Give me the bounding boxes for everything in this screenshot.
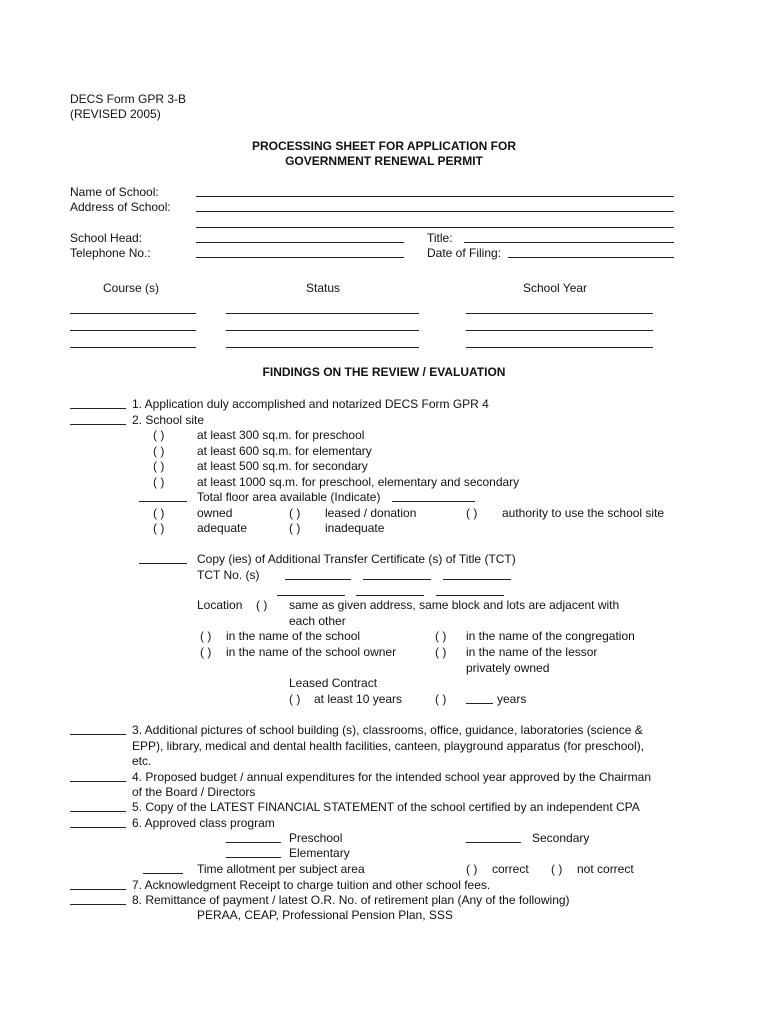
item3-check-line[interactable] bbox=[70, 734, 126, 735]
address-line-2[interactable] bbox=[196, 227, 674, 228]
not-correct-label: not correct bbox=[577, 862, 634, 876]
name-owner-checkbox[interactable]: ( ) bbox=[200, 645, 212, 659]
name-congregation-checkbox[interactable]: ( ) bbox=[435, 629, 447, 643]
owned-checkbox[interactable]: ( ) bbox=[153, 506, 165, 520]
same-address-label-2: each other bbox=[289, 614, 346, 628]
floor-area-value-line[interactable] bbox=[392, 501, 475, 502]
tct-no-line-2[interactable] bbox=[363, 579, 431, 580]
course-line-1[interactable] bbox=[70, 313, 196, 314]
telephone-line[interactable] bbox=[196, 257, 404, 258]
site-option3-label: at least 500 sq.m. for secondary bbox=[197, 459, 368, 473]
name-of-school-line[interactable] bbox=[196, 196, 674, 197]
item7-text: 7. Acknowledgment Receipt to charge tuition and other school fees. bbox=[132, 878, 491, 892]
item3-text-line1: 3. Additional pictures of school building (s), classrooms, office, guidance, laboratories (science & bbox=[132, 723, 643, 737]
date-of-filing-label: Date of Filing: bbox=[427, 246, 502, 260]
name-congregation-label: in the name of the congregation bbox=[466, 629, 635, 643]
item5-text: 5. Copy of the LATEST FINANCIAL STATEMENT of the school certified by an independent CPA bbox=[132, 800, 640, 814]
leased-label: leased / donation bbox=[325, 506, 417, 520]
floor-area-label: Total floor area available (Indicate) bbox=[197, 490, 381, 504]
findings-heading: FINDINGS ON THE REVIEW / EVALUATION bbox=[262, 365, 506, 379]
form-code: DECS Form GPR 3-B bbox=[70, 92, 187, 106]
preschool-label: Preschool bbox=[289, 831, 343, 845]
leased-checkbox[interactable]: ( ) bbox=[289, 506, 301, 520]
item3-text-line3: etc. bbox=[132, 754, 152, 768]
status-line-2[interactable] bbox=[226, 330, 419, 331]
item7-check-line[interactable] bbox=[70, 889, 126, 890]
course-header: Course (s) bbox=[103, 281, 160, 295]
item4-text-line1: 4. Proposed budget / annual expenditures for the intended school year approved by the Chairman bbox=[132, 770, 652, 784]
adequate-label: adequate bbox=[197, 521, 248, 535]
name-lessor-label-2: privately owned bbox=[466, 661, 550, 675]
elementary-label: Elementary bbox=[289, 846, 350, 860]
school-year-line-3[interactable] bbox=[466, 347, 653, 348]
same-address-checkbox[interactable]: ( ) bbox=[256, 598, 268, 612]
revised-note: (REVISED 2005) bbox=[70, 107, 161, 121]
item2-text: 2. School site bbox=[132, 413, 205, 427]
name-school-label: in the name of the school bbox=[226, 629, 361, 643]
time-allotment-label: Time allotment per subject area bbox=[197, 862, 365, 876]
floor-area-check-line[interactable] bbox=[139, 501, 187, 502]
elementary-check-line[interactable] bbox=[226, 857, 281, 858]
at-least-10-checkbox[interactable]: ( ) bbox=[289, 692, 301, 706]
site-option2-label: at least 600 sq.m. for elementary bbox=[197, 444, 372, 458]
status-line-3[interactable] bbox=[226, 347, 419, 348]
school-year-line-1[interactable] bbox=[466, 313, 653, 314]
title-label: Title: bbox=[427, 231, 453, 245]
time-allotment-check-line[interactable] bbox=[143, 873, 183, 874]
preschool-check-line[interactable] bbox=[226, 842, 281, 843]
years-checkbox[interactable]: ( ) bbox=[435, 692, 447, 706]
item4-check-line[interactable] bbox=[70, 781, 126, 782]
tct-no-line-6[interactable] bbox=[436, 595, 504, 596]
site-option2-checkbox[interactable]: ( ) bbox=[153, 444, 165, 458]
tct-no-line-1[interactable] bbox=[285, 579, 351, 580]
name-lessor-checkbox[interactable]: ( ) bbox=[435, 645, 447, 659]
correct-label: correct bbox=[492, 862, 529, 876]
course-line-2[interactable] bbox=[70, 330, 196, 331]
name-owner-label: in the name of the school owner bbox=[226, 645, 397, 659]
authority-label: authority to use the school site bbox=[502, 506, 665, 520]
item2-check-line[interactable] bbox=[70, 424, 126, 425]
retirement-plans-list: PERAA, CEAP, Professional Pension Plan, SSS bbox=[197, 908, 453, 922]
item4-text-line2: of the Board / Directors bbox=[132, 785, 256, 799]
name-lessor-label-1: in the name of the lessor bbox=[466, 645, 598, 659]
school-head-label: School Head: bbox=[70, 231, 143, 245]
authority-checkbox[interactable]: ( ) bbox=[466, 506, 478, 520]
date-of-filing-line[interactable] bbox=[508, 257, 674, 258]
location-label: Location bbox=[197, 598, 243, 612]
item1-text: 1. Application duly accomplished and notarized DECS Form GPR 4 bbox=[132, 397, 489, 411]
item6-text: 6. Approved class program bbox=[132, 816, 275, 830]
tct-no-line-3[interactable] bbox=[443, 579, 511, 580]
secondary-label: Secondary bbox=[532, 831, 590, 845]
site-option4-checkbox[interactable]: ( ) bbox=[153, 475, 165, 489]
same-address-label-1: same as given address, same block and lots are adjacent with bbox=[289, 598, 620, 612]
adequate-checkbox[interactable]: ( ) bbox=[153, 521, 165, 535]
tct-no-line-4[interactable] bbox=[277, 595, 345, 596]
years-label: years bbox=[497, 692, 527, 706]
secondary-check-line[interactable] bbox=[466, 842, 521, 843]
leased-contract-label: Leased Contract bbox=[289, 676, 378, 690]
name-of-school-label: Name of School: bbox=[70, 185, 159, 199]
site-option3-checkbox[interactable]: ( ) bbox=[153, 459, 165, 473]
item1-check-line[interactable] bbox=[70, 408, 126, 409]
tct-no-label: TCT No. (s) bbox=[197, 568, 260, 582]
correct-checkbox[interactable]: ( ) bbox=[466, 862, 478, 876]
status-line-1[interactable] bbox=[226, 313, 419, 314]
telephone-label: Telephone No.: bbox=[70, 246, 151, 260]
tct-check-line[interactable] bbox=[139, 563, 187, 564]
title-line[interactable] bbox=[464, 242, 674, 243]
site-option1-checkbox[interactable]: ( ) bbox=[153, 428, 165, 442]
inadequate-checkbox[interactable]: ( ) bbox=[289, 521, 301, 535]
item8-check-line[interactable] bbox=[70, 904, 126, 905]
address-line-1[interactable] bbox=[196, 211, 674, 212]
item6-check-line[interactable] bbox=[70, 827, 126, 828]
years-value-line[interactable] bbox=[466, 703, 493, 704]
owned-label: owned bbox=[197, 506, 233, 520]
course-line-3[interactable] bbox=[70, 347, 196, 348]
item5-check-line[interactable] bbox=[70, 811, 126, 812]
form-title-line2: GOVERNMENT RENEWAL PERMIT bbox=[285, 154, 483, 168]
inadequate-label: inadequate bbox=[325, 521, 385, 535]
name-school-checkbox[interactable]: ( ) bbox=[200, 629, 212, 643]
address-of-school-label: Address of School: bbox=[70, 200, 171, 214]
item3-text-line2: EPP), library, medical and dental health facilities, canteen, playground apparatus (for preschool), bbox=[132, 739, 645, 753]
tct-copy-label: Copy (ies) of Additional Transfer Certificate (s) of Title (TCT) bbox=[197, 552, 516, 566]
site-option1-label: at least 300 sq.m. for preschool bbox=[197, 428, 365, 442]
not-correct-checkbox[interactable]: ( ) bbox=[551, 862, 563, 876]
at-least-10-label: at least 10 years bbox=[314, 692, 403, 706]
item8-text: 8. Remittance of payment / latest O.R. No. of retirement plan (Any of the following) bbox=[132, 893, 570, 907]
tct-no-line-5[interactable] bbox=[356, 595, 424, 596]
status-header: Status bbox=[306, 281, 341, 295]
site-option4-label: at least 1000 sq.m. for preschool, elementary and secondary bbox=[197, 475, 520, 489]
form-title-line1: PROCESSING SHEET FOR APPLICATION FOR bbox=[251, 139, 517, 153]
school-year-line-2[interactable] bbox=[466, 330, 653, 331]
school-year-header: School Year bbox=[523, 281, 588, 295]
school-head-line[interactable] bbox=[196, 242, 404, 243]
